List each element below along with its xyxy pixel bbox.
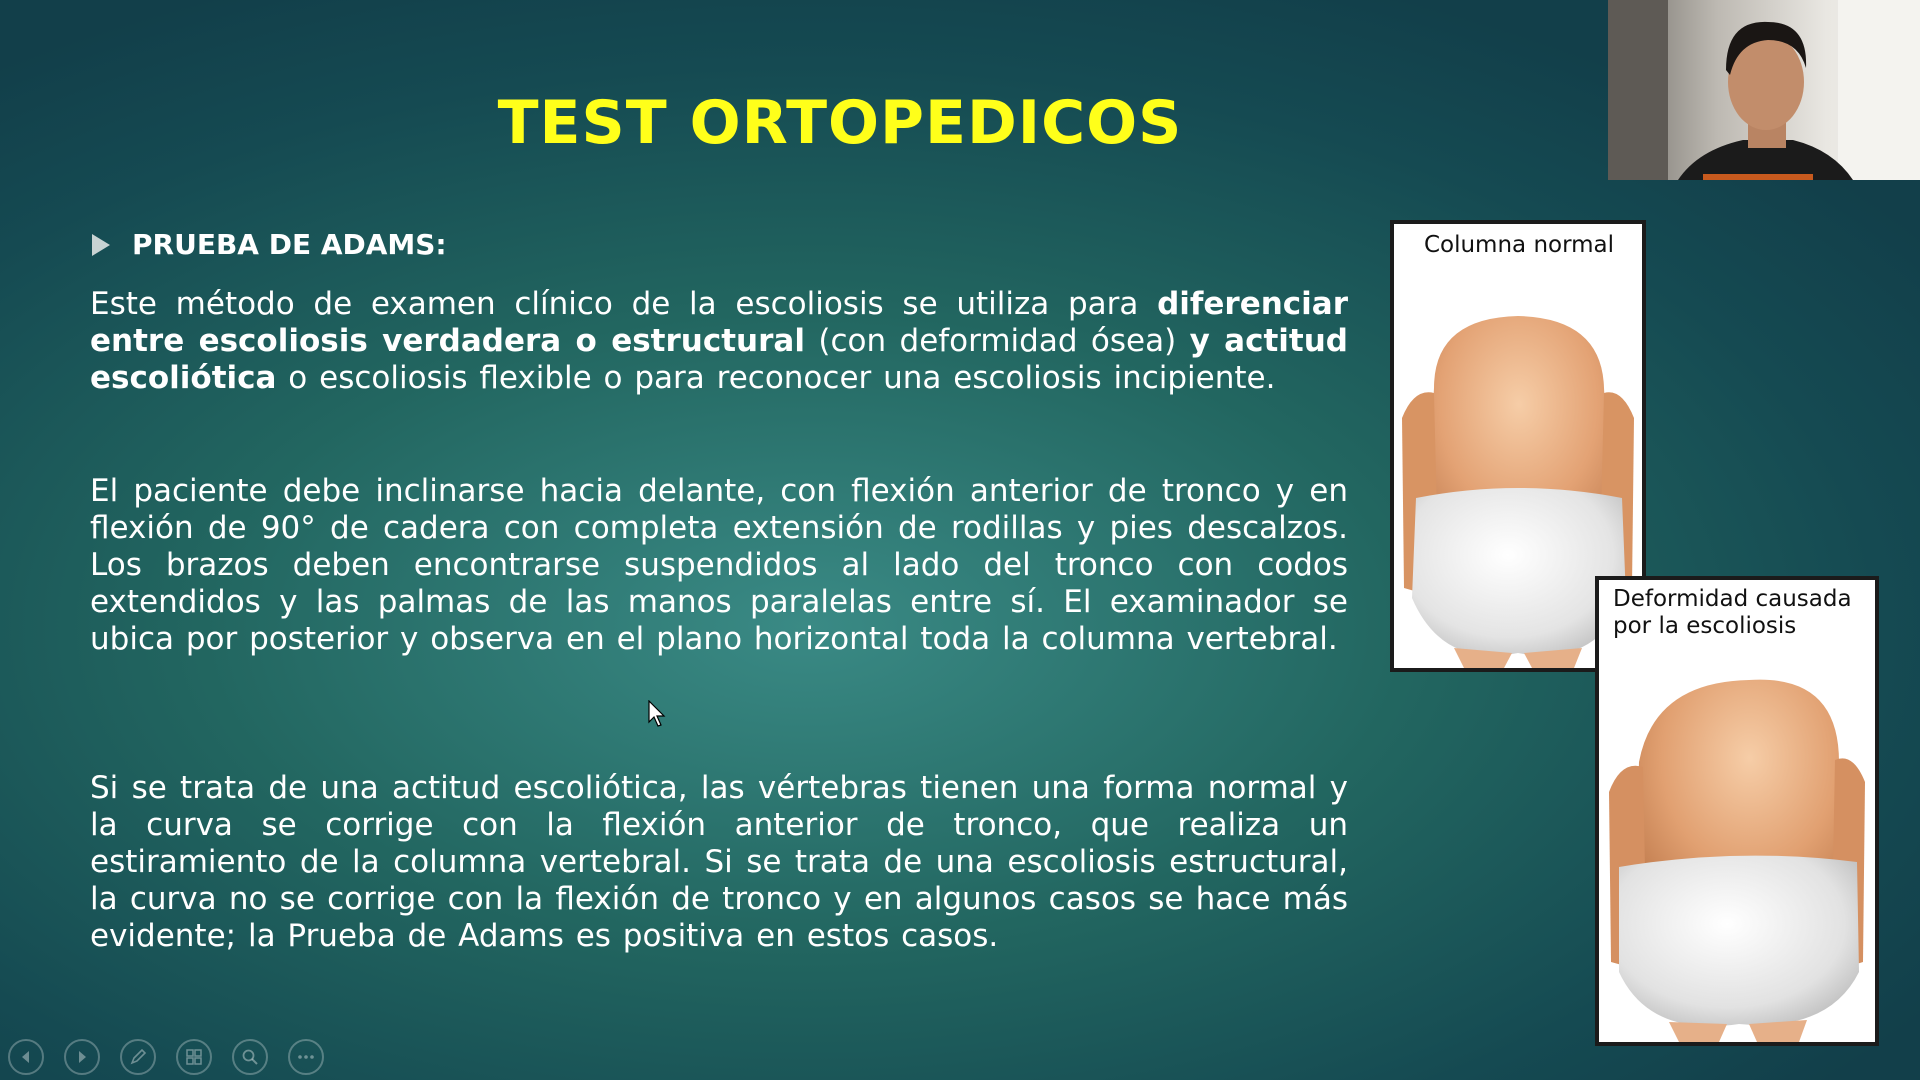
paragraph-intro-text-3: o escoliosis flexible o para reconocer una escoliosis incipiente. — [276, 360, 1276, 396]
paragraph-intro-bold-1: diferenciar entre escoliosis verdadera o estructural — [90, 286, 1348, 359]
paragraph-intro-text-2: (con deformidad ósea) — [804, 323, 1190, 359]
presentation-toolbar — [8, 1039, 324, 1075]
webcam-video — [1608, 0, 1920, 180]
pen-icon[interactable] — [120, 1039, 156, 1075]
deformed-back-illustration — [1599, 652, 1875, 1042]
paragraph-intro-bold-2: y actitud escoliótica — [90, 323, 1348, 396]
slides-icon[interactable] — [176, 1039, 212, 1075]
image-scoliosis-deformity — [1595, 576, 1879, 1046]
heading-text: PRUEBA DE ADAMS: — [132, 228, 447, 261]
zoom-icon[interactable] — [232, 1039, 268, 1075]
paragraph-interpretation: Si se trata de una actitud escoliótica, las vértebras tienen una forma normal y la curva se corrige con la flexión anterior de tronco, que realiza un estiramiento de la columna vertebral. Si se trata de una escoliosis estructural, la curva no se corrige con la flexión de tronco y en algunos casos se hace más evidente; la Prueba de Adams es positiva en estos casos. — [90, 770, 1348, 954]
bullet-arrow-icon — [92, 234, 110, 256]
presenter-video-frame — [1608, 0, 1920, 180]
paragraph-intro-text-1: Este método de examen clínico de la escoliosis se utiliza para — [90, 286, 1158, 322]
caption-deformity: Deformidad causada por la escoliosis — [1613, 586, 1852, 639]
caption-normal: Columna normal — [1423, 232, 1615, 258]
paragraph-procedure: El paciente debe inclinarse hacia delante, con flexión anterior de tronco y en flexión de 90° de cadera con completa extensión de rodillas y pies descalzos. Los brazos deben encontrarse suspendidos al lado del tronco con codos extendidos y las palmas de las manos paralelas entre sí. El examinador se ubica por posterior y observa en el plano horizontal toda la columna vertebral. — [90, 473, 1348, 657]
mouse-cursor-icon — [648, 700, 666, 728]
section-heading — [92, 228, 447, 261]
paragraph-intro — [90, 286, 1348, 397]
slide-title: TEST ORTOPEDICOS — [497, 88, 1183, 158]
previous-icon[interactable] — [8, 1039, 44, 1075]
next-icon[interactable] — [64, 1039, 100, 1075]
more-icon[interactable] — [288, 1039, 324, 1075]
